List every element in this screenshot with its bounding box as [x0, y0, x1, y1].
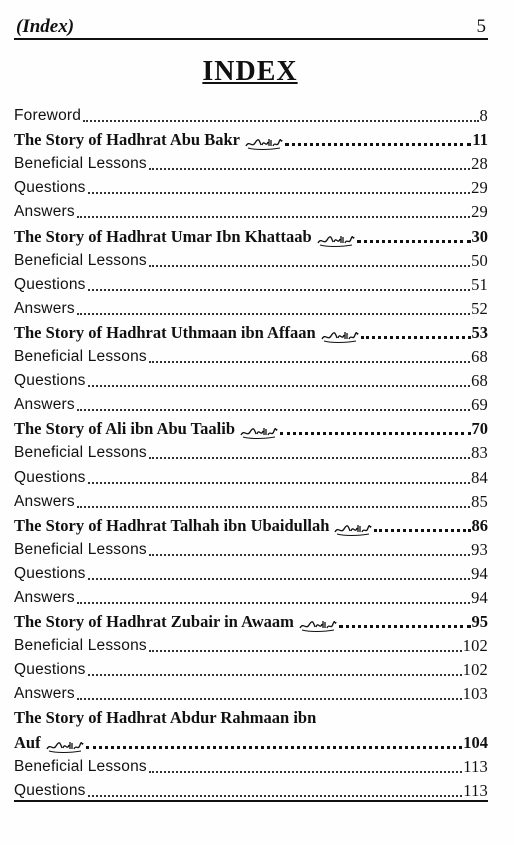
toc-entry-page-number: 53 — [471, 322, 488, 342]
toc-entry-label: Beneficial Lessons — [14, 348, 147, 366]
dot-leader — [149, 360, 470, 363]
bottom-rule — [14, 800, 488, 802]
toc-entry-page-number: 104 — [463, 732, 488, 752]
toc-entry-page-number: 11 — [472, 130, 488, 150]
toc-entry — [14, 753, 488, 777]
header-section-title: (Index) — [16, 16, 75, 37]
toc-entry — [14, 247, 488, 271]
toc-entry-label: Questions — [14, 468, 86, 486]
dot-leader — [285, 142, 471, 146]
dot-leader — [77, 312, 470, 315]
toc-entry — [14, 439, 488, 463]
toc-entry-label: The Story of Ali ibn Abu Taalib — [14, 419, 236, 439]
dot-leader — [149, 649, 462, 652]
dot-leader — [77, 697, 462, 700]
toc-entry-page-number: 50 — [471, 250, 488, 270]
toc-story-entry — [14, 512, 488, 536]
toc-entry-label: Beneficial Lessons — [14, 444, 147, 462]
toc-entry — [14, 391, 488, 415]
toc-entry-page-number: 8 — [479, 106, 488, 126]
toc-entry-page-number: 93 — [471, 539, 488, 559]
dot-leader — [88, 794, 463, 797]
toc-entry-label: The Story of Hadhrat Zubair in Awaam — [14, 612, 294, 632]
toc-entry — [14, 198, 488, 222]
toc-entry-page-number: 84 — [471, 467, 488, 487]
header-page-number: 5 — [476, 16, 486, 37]
toc-entry-page-number: 68 — [471, 371, 488, 391]
dot-leader — [149, 167, 470, 170]
toc-entry — [14, 367, 488, 391]
toc-entry-page-number: 68 — [471, 347, 488, 367]
toc-entry-label: Beneficial Lessons — [14, 757, 147, 775]
toc-entry-page-number: 95 — [471, 612, 488, 632]
radiallahu-anhu-icon — [245, 136, 283, 150]
toc-story-entry — [14, 415, 488, 439]
toc-entry-label: Answers — [14, 396, 75, 414]
toc-entry — [14, 680, 488, 704]
toc-entry — [14, 632, 488, 656]
toc-entry-label: Auf — [14, 732, 41, 752]
dot-leader — [149, 553, 470, 556]
toc-entry-label: The Story of Hadhrat Uthmaan ibn Affaan — [14, 322, 316, 342]
toc-entry-label: Beneficial Lessons — [14, 251, 147, 269]
page-title: INDEX — [202, 56, 298, 87]
toc-entry-page-number: 113 — [463, 756, 488, 776]
radiallahu-anhu-icon — [240, 425, 278, 439]
toc-entry — [14, 656, 488, 680]
toc-entry-label: Beneficial Lessons — [14, 155, 147, 173]
toc-story-entry — [14, 222, 488, 246]
radiallahu-anhu-icon — [46, 739, 84, 753]
dot-leader — [88, 191, 471, 194]
toc-entry — [14, 584, 488, 608]
dot-leader — [374, 528, 470, 532]
toc-story-entry — [14, 319, 488, 343]
toc-story-entry — [14, 728, 488, 752]
radiallahu-anhu-icon — [334, 522, 372, 536]
toc-entry — [14, 295, 488, 319]
toc-entry-page-number: 85 — [471, 491, 488, 511]
dot-leader — [88, 481, 471, 484]
toc-entry-label: Beneficial Lessons — [14, 540, 147, 558]
toc-entry-label: Questions — [14, 275, 86, 293]
toc-entry-page-number: 29 — [471, 178, 488, 198]
running-header — [14, 14, 488, 40]
toc-entry-label: Answers — [14, 299, 75, 317]
toc-entry-label: Questions — [14, 781, 86, 799]
toc-entry-label: Foreword — [14, 107, 82, 125]
toc-entry — [14, 463, 488, 487]
dot-leader — [88, 384, 471, 387]
toc-entry-page-number: 51 — [471, 274, 488, 294]
dot-leader — [149, 770, 462, 773]
toc-entry-label: Answers — [14, 203, 75, 221]
toc-entry-page-number: 94 — [471, 563, 488, 583]
toc-story-entry — [14, 608, 488, 632]
toc-entry — [14, 102, 488, 126]
dot-leader — [77, 505, 470, 508]
toc-entry — [14, 150, 488, 174]
toc-entry-label: Answers — [14, 492, 75, 510]
toc-entry-page-number: 102 — [462, 660, 488, 680]
toc-entry-page-number: 102 — [462, 636, 488, 656]
toc-entry — [14, 536, 488, 560]
dot-leader — [77, 215, 470, 218]
toc-entry — [14, 777, 488, 801]
toc-entry-label: The Story of Hadhrat Umar Ibn Khattaab — [14, 226, 312, 246]
toc-entry — [14, 560, 488, 584]
toc-entry-page-number: 30 — [471, 226, 488, 246]
radiallahu-anhu-icon — [299, 618, 337, 632]
dot-leader — [357, 239, 471, 243]
toc-entry-page-number: 113 — [463, 780, 488, 800]
toc-story-entry — [14, 126, 488, 150]
dot-leader — [149, 264, 470, 267]
dot-leader — [88, 288, 471, 291]
toc-entry-page-number: 70 — [471, 419, 488, 439]
toc-entry — [14, 343, 488, 367]
toc-entry-label: Answers — [14, 588, 75, 606]
toc-entry-label: Questions — [14, 179, 86, 197]
toc-entry-page-number: 86 — [471, 515, 488, 535]
toc-entry-page-number: 29 — [471, 202, 488, 222]
dot-leader — [280, 431, 470, 435]
radiallahu-anhu-icon — [317, 233, 355, 247]
toc-entry-label: Questions — [14, 372, 86, 390]
dot-leader — [88, 577, 471, 580]
toc-entry-label: Questions — [14, 564, 86, 582]
toc-entry-label: The Story of Hadhrat Abdur Rahmaan ibn — [14, 708, 317, 728]
toc-entry-page-number: 103 — [462, 684, 488, 704]
toc-entry-label: The Story of Hadhrat Talhah ibn Ubaidullah — [14, 515, 330, 535]
toc-entry — [14, 488, 488, 512]
dot-leader — [86, 745, 463, 749]
toc-entry-label: Answers — [14, 685, 75, 703]
dot-leader — [149, 456, 470, 459]
dot-leader — [88, 673, 462, 676]
toc-entry — [14, 174, 488, 198]
toc-entry-label: Beneficial Lessons — [14, 637, 147, 655]
radiallahu-anhu-icon — [321, 329, 359, 343]
dot-leader — [361, 335, 471, 339]
toc-entry-page-number: 52 — [471, 298, 488, 318]
toc-entry-page-number: 69 — [471, 395, 488, 415]
toc-entry-label: Questions — [14, 661, 86, 679]
toc-story-entry — [14, 704, 488, 728]
dot-leader — [77, 408, 470, 411]
dot-leader — [339, 624, 471, 628]
toc-entry-label: The Story of Hadhrat Abu Bakr — [14, 130, 240, 150]
dot-leader — [83, 119, 478, 122]
dot-leader — [77, 601, 470, 604]
toc-entry-page-number: 83 — [471, 443, 488, 463]
table-of-contents — [14, 102, 488, 801]
toc-entry-page-number: 28 — [471, 154, 488, 174]
toc-entry — [14, 271, 488, 295]
toc-entry-page-number: 94 — [471, 587, 488, 607]
